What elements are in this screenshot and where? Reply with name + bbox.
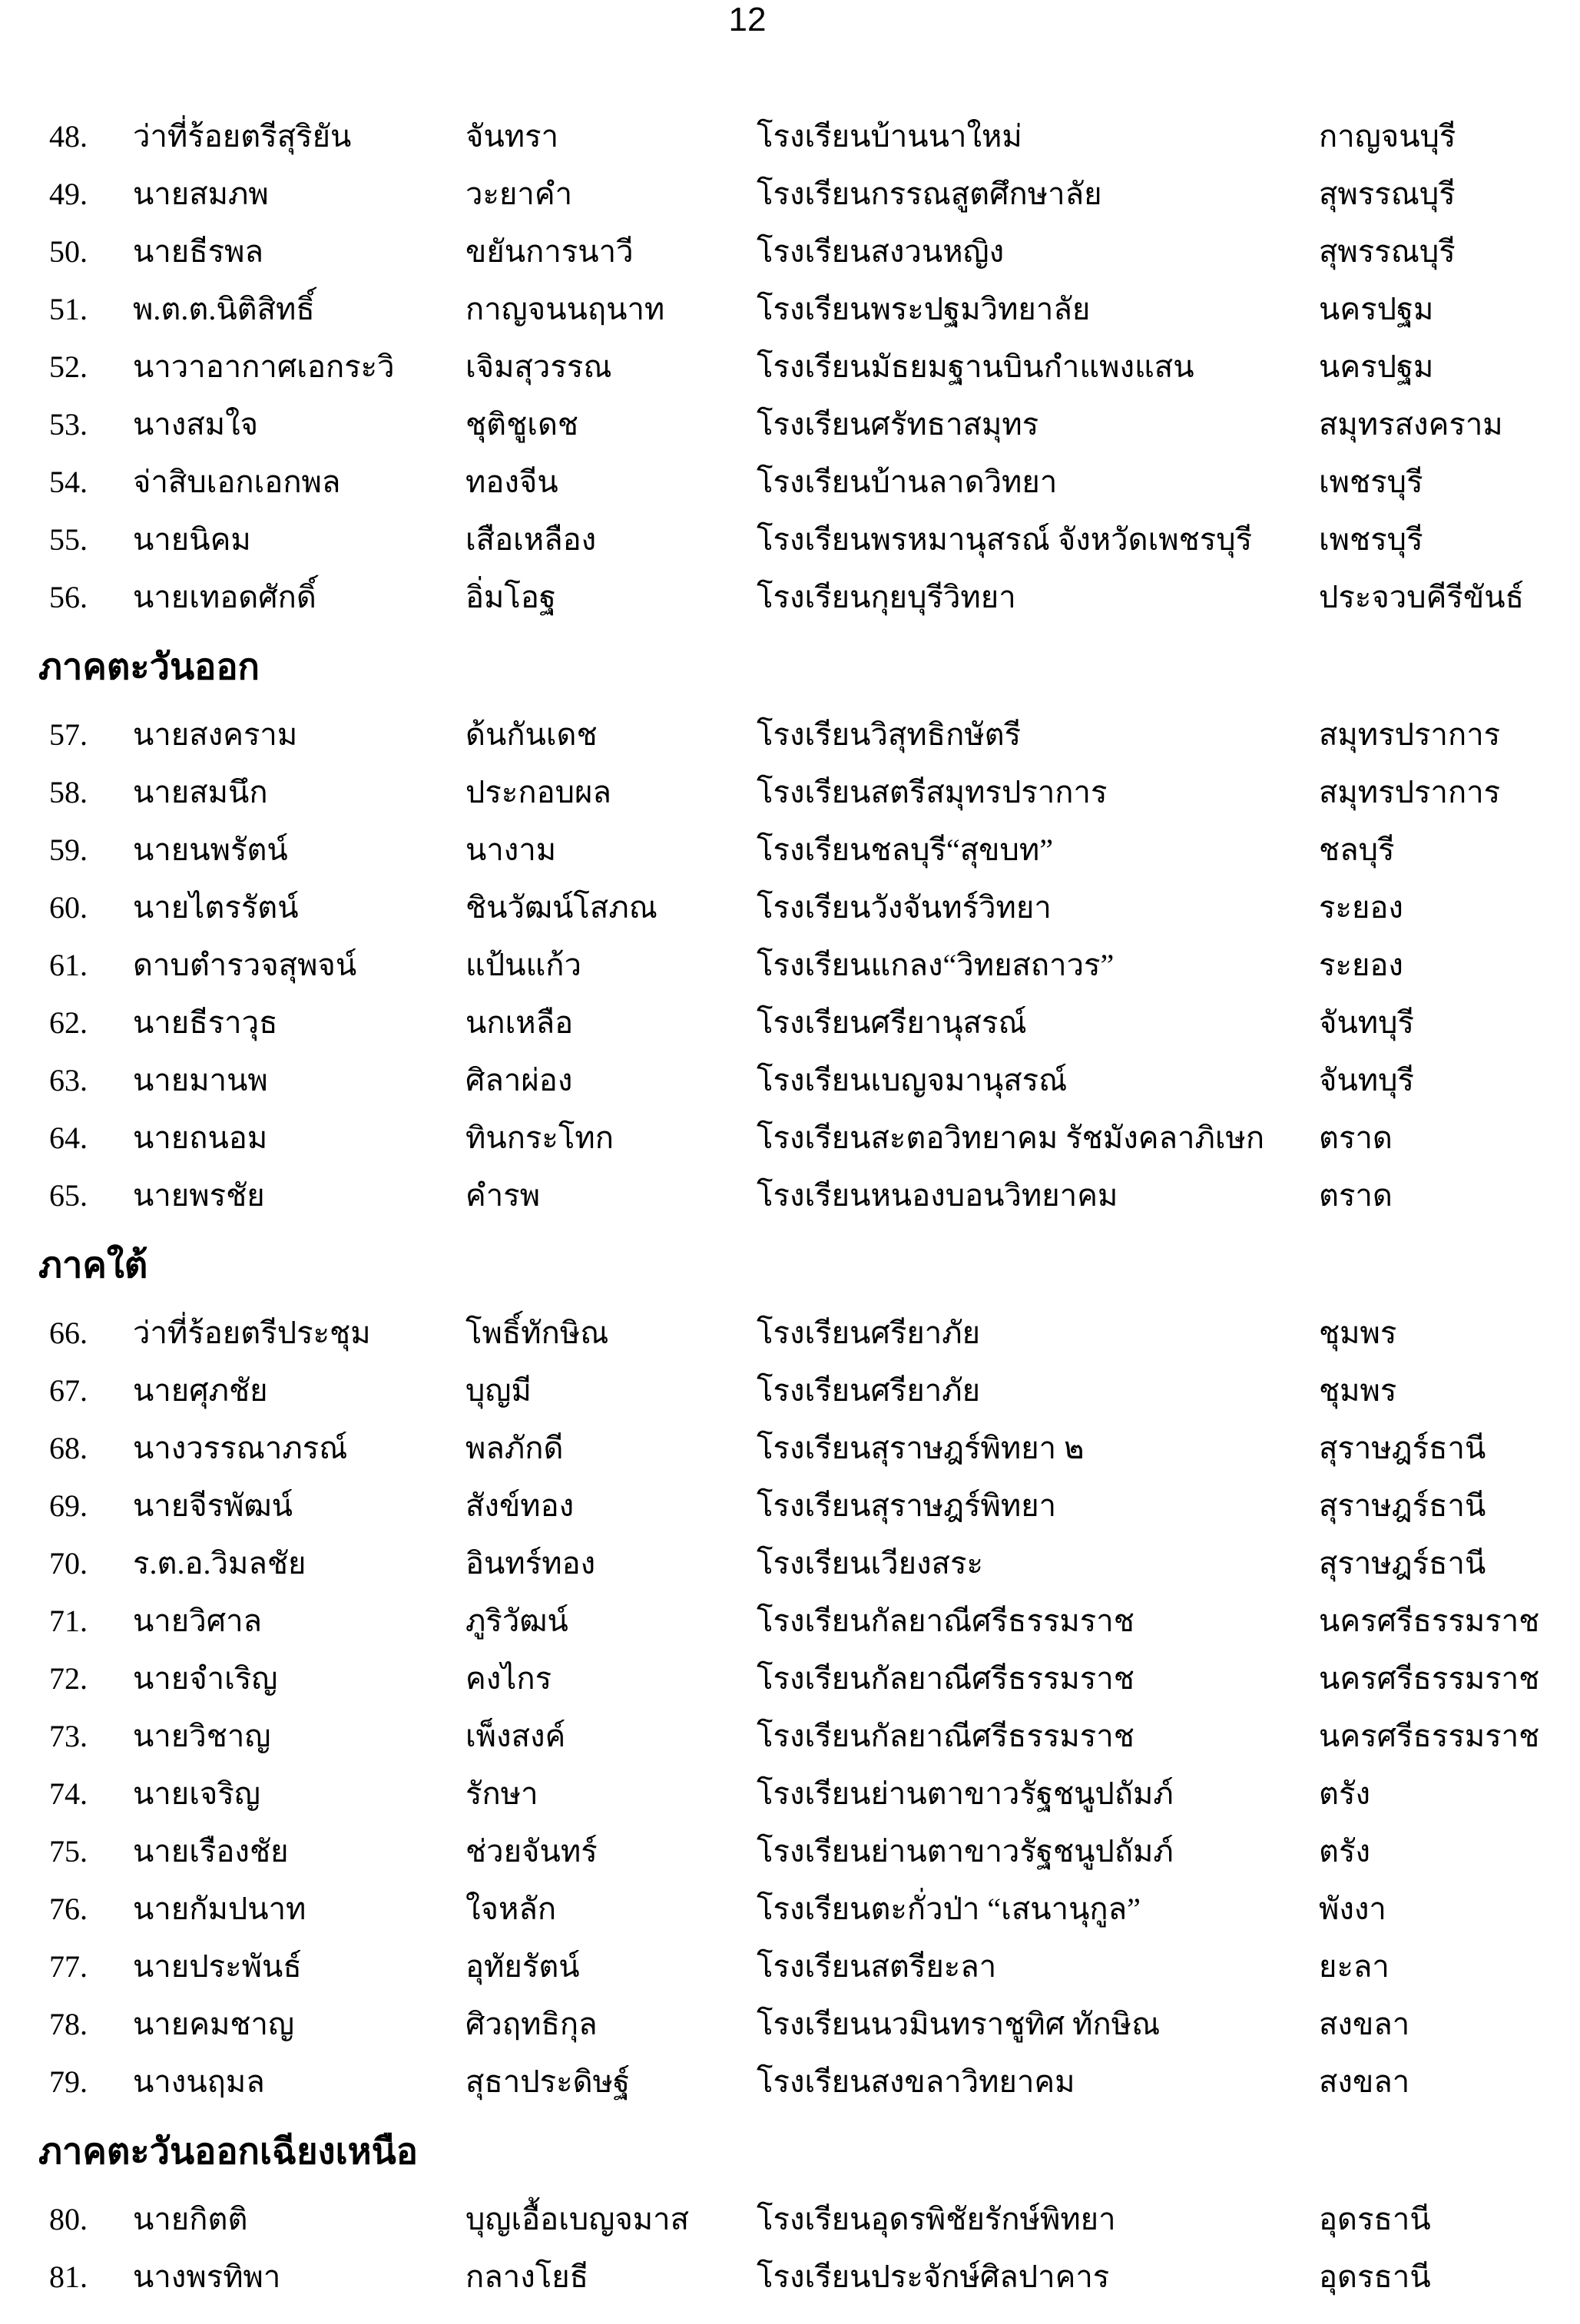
school-name: โรงเรียนเวียงสระ xyxy=(757,1546,983,1581)
row-number: 72. xyxy=(49,1661,88,1696)
first-name: นายนิคม xyxy=(133,522,251,557)
province-name: สุพรรณบุรี xyxy=(1319,177,1456,211)
table-row xyxy=(0,1362,1580,1419)
row-number: 75. xyxy=(49,1834,88,1869)
row-number: 79. xyxy=(49,2064,88,2099)
row-number: 80. xyxy=(49,2202,88,2236)
row-number: 74. xyxy=(49,1776,88,1811)
table-row xyxy=(0,1051,1580,1109)
table-row xyxy=(0,2190,1580,2248)
school-name: โรงเรียนศรัทธาสมุทร xyxy=(757,407,1039,442)
table-row xyxy=(0,994,1580,1051)
table-row xyxy=(0,1650,1580,1707)
first-name: นายถนอม xyxy=(133,1121,268,1155)
province-name: จันทบุรี xyxy=(1319,1005,1415,1040)
province-name: นครศรีธรรมราช xyxy=(1319,1604,1540,1638)
first-name: พ.ต.ต.นิติสิทธิ์ xyxy=(133,292,315,326)
last-name: ศิลาผ่อง xyxy=(465,1063,573,1097)
table-row xyxy=(0,280,1580,338)
province-name: นครศรีธรรมราช xyxy=(1319,1661,1540,1696)
last-name: นกเหลือ xyxy=(465,1005,574,1040)
first-name: นายธีรพล xyxy=(133,234,264,269)
last-name: ชุติชูเดช xyxy=(465,407,579,442)
row-number: 57. xyxy=(49,717,88,752)
row-number: 69. xyxy=(49,1488,88,1523)
province-name: สงขลา xyxy=(1319,2064,1410,2099)
school-name: โรงเรียนวิสุทธิกษัตรี xyxy=(757,717,1022,752)
first-name: นางพรทิพา xyxy=(133,2259,281,2294)
school-name: โรงเรียนสงวนหญิง xyxy=(757,234,1005,269)
first-name: นางนฤมล xyxy=(133,2064,265,2099)
school-name: โรงเรียนศรียานุสรณ์ xyxy=(757,1005,1027,1040)
row-number: 63. xyxy=(49,1063,88,1097)
school-name: โรงเรียนหนองบอนวิทยาคม xyxy=(757,1178,1118,1213)
province-name: ตรัง xyxy=(1319,1834,1370,1869)
first-name: นาวาอากาศเอกระวิ xyxy=(133,349,395,384)
last-name: ภูริวัฒน์ xyxy=(465,1604,568,1638)
row-number: 48. xyxy=(49,119,88,154)
table-row xyxy=(0,1419,1580,1477)
table-row xyxy=(0,1765,1580,1822)
province-name: เพชรบุรี xyxy=(1319,522,1423,557)
first-name: นายนพรัตน์ xyxy=(133,833,288,867)
first-name: นายเจริญ xyxy=(133,1776,260,1811)
school-name: โรงเรียนวังจันทร์วิทยา xyxy=(757,890,1052,925)
school-name: โรงเรียนมัธยมฐานบินกำแพงแสน xyxy=(757,349,1194,384)
school-name: โรงเรียนสงขลาวิทยาคม xyxy=(757,2064,1075,2099)
school-name: โรงเรียนเบญจมานุสรณ์ xyxy=(757,1063,1068,1097)
table-row xyxy=(0,511,1580,568)
last-name: อินทร์ทอง xyxy=(465,1546,596,1581)
first-name: นางวรรณาภรณ์ xyxy=(133,1431,348,1465)
table-row xyxy=(0,1304,1580,1362)
row-number: 59. xyxy=(49,833,88,867)
first-name: นายเรืองชัย xyxy=(133,1834,289,1869)
last-name: คำรพ xyxy=(465,1178,541,1213)
row-number: 56. xyxy=(49,580,88,614)
last-name: คงไกร xyxy=(465,1661,552,1696)
last-name: ช่วยจันทร์ xyxy=(465,1834,598,1869)
last-name: อิ่มโอฐ xyxy=(465,580,556,614)
table-row xyxy=(0,936,1580,994)
province-name: ตราด xyxy=(1319,1121,1393,1155)
row-number: 65. xyxy=(49,1178,88,1213)
row-number: 54. xyxy=(49,465,88,499)
first-name: นางสมใจ xyxy=(133,407,259,442)
row-number: 62. xyxy=(49,1005,88,1040)
row-number: 77. xyxy=(49,1949,88,1984)
last-name: เจิมสุวรรณ xyxy=(465,349,612,384)
table-row xyxy=(0,763,1580,821)
province-name: ชุมพร xyxy=(1319,1373,1397,1408)
row-number: 66. xyxy=(49,1316,88,1350)
province-name: สมุทรปราการ xyxy=(1319,717,1501,752)
last-name: รักษา xyxy=(465,1776,538,1811)
school-name: โรงเรียนชลบุรี“สุขบท” xyxy=(757,833,1053,867)
table-row xyxy=(0,1109,1580,1167)
first-name: นายวิศาล xyxy=(133,1604,263,1638)
school-name: โรงเรียนศรียาภัย xyxy=(757,1316,981,1350)
row-number: 78. xyxy=(49,2007,88,2041)
school-name: โรงเรียนกรรณสูตศึกษาลัย xyxy=(757,177,1102,211)
school-name: โรงเรียนกัลยาณีศรีธรรมราช xyxy=(757,1604,1134,1638)
last-name: วะยาคำ xyxy=(465,177,573,211)
row-number: 67. xyxy=(49,1373,88,1408)
province-name: ตราด xyxy=(1319,1178,1393,1213)
row-number: 55. xyxy=(49,522,88,557)
table-row xyxy=(0,453,1580,511)
first-name: นายสมภพ xyxy=(133,177,269,211)
roster-table xyxy=(0,108,1580,2306)
last-name: อุทัยรัตน์ xyxy=(465,1949,580,1984)
first-name: นายจีรพัฒน์ xyxy=(133,1488,293,1523)
school-name: โรงเรียนแกลง“วิทยสถาวร” xyxy=(757,948,1115,982)
table-row xyxy=(0,1167,1580,1224)
last-name: พลภักดี xyxy=(465,1431,564,1465)
last-name: กลางโยธี xyxy=(465,2259,589,2294)
first-name: ว่าที่ร้อยตรีประชุม xyxy=(133,1316,371,1350)
province-name: ยะลา xyxy=(1319,1949,1390,1984)
province-name: สงขลา xyxy=(1319,2007,1410,2041)
table-row xyxy=(0,706,1580,763)
row-number: 51. xyxy=(49,292,88,326)
first-name: นายสมนึก xyxy=(133,775,268,809)
last-name: ด้นกันเดช xyxy=(465,717,598,752)
last-name: โพธิ์ทักษิณ xyxy=(465,1316,609,1350)
school-name: โรงเรียนอุดรพิชัยรักษ์พิทยา xyxy=(757,2202,1116,2236)
province-name: นครศรีธรรมราช xyxy=(1319,1719,1540,1753)
province-name: สุราษฎร์ธานี xyxy=(1319,1431,1486,1465)
school-name: โรงเรียนพระปฐมวิทยาลัย xyxy=(757,292,1091,326)
first-name: ว่าที่ร้อยตรีสุริยัน xyxy=(133,119,352,154)
province-name: สุราษฎร์ธานี xyxy=(1319,1546,1486,1581)
last-name: แป้นแก้ว xyxy=(465,948,581,982)
province-name: ประจวบคีรีขันธ์ xyxy=(1319,580,1524,614)
first-name: นายพรชัย xyxy=(133,1178,265,1213)
last-name: บุญเอื้อเบญจมาส xyxy=(465,2202,690,2236)
row-number: 58. xyxy=(49,775,88,809)
school-name: โรงเรียนสะตอวิทยาคม รัชมังคลาภิเษก xyxy=(757,1121,1265,1155)
province-name: เพชรบุรี xyxy=(1319,465,1423,499)
first-name: ดาบตำรวจสุพจน์ xyxy=(133,948,357,982)
table-row xyxy=(0,2248,1580,2306)
school-name: โรงเรียนสุราษฎร์พิทยา ๒ xyxy=(757,1431,1085,1465)
table-row xyxy=(0,879,1580,936)
table-row xyxy=(0,2053,1580,2110)
last-name: ชินวัฒน์โสภณ xyxy=(465,890,658,925)
school-name: โรงเรียนนวมินทราชูทิศ ทักษิณ xyxy=(757,2007,1161,2041)
table-row xyxy=(0,1938,1580,1995)
table-row xyxy=(0,1880,1580,1938)
row-number: 81. xyxy=(49,2259,88,2294)
first-name: จ่าสิบเอกเอกพล xyxy=(133,465,341,499)
province-name: นครปฐม xyxy=(1319,349,1434,384)
school-name: โรงเรียนย่านตาขาวรัฐชนูปถัมภ์ xyxy=(757,1834,1174,1869)
table-row xyxy=(0,396,1580,453)
province-name: สุพรรณบุรี xyxy=(1319,234,1456,269)
first-name: นายคมชาญ xyxy=(133,2007,295,2041)
table-row xyxy=(0,1995,1580,2053)
row-number: 53. xyxy=(49,407,88,442)
table-row xyxy=(0,1534,1580,1592)
first-name: นายวิชาญ xyxy=(133,1719,271,1753)
last-name: ศิวฤทธิกุล xyxy=(465,2007,598,2041)
province-name: พังงา xyxy=(1319,1892,1386,1926)
section-header-label: ภาคตะวันออกเฉียงเหนือ xyxy=(38,2131,418,2172)
table-row xyxy=(0,821,1580,879)
table-row xyxy=(0,165,1580,223)
province-name: นครปฐม xyxy=(1319,292,1434,326)
province-name: สมุทรปราการ xyxy=(1319,775,1501,809)
first-name: นายกัมปนาท xyxy=(133,1892,306,1926)
row-number: 76. xyxy=(49,1892,88,1926)
section-header-label: ภาคใต้ xyxy=(38,1245,148,1286)
first-name: นายมานพ xyxy=(133,1063,268,1097)
last-name: ทินกระโทก xyxy=(465,1121,614,1155)
province-name: กาญจนบุรี xyxy=(1319,119,1456,154)
first-name: นายธีราวุธ xyxy=(133,1005,278,1040)
last-name: ใจหลัก xyxy=(465,1892,557,1926)
last-name: สุธาประดิษฐ์ xyxy=(465,2064,631,2099)
school-name: โรงเรียนกัลยาณีศรีธรรมราช xyxy=(757,1661,1134,1696)
row-number: 73. xyxy=(49,1719,88,1753)
row-number: 52. xyxy=(49,349,88,384)
province-name: ชุมพร xyxy=(1319,1316,1397,1350)
row-number: 70. xyxy=(49,1546,88,1581)
table-row xyxy=(0,1822,1580,1880)
table-row xyxy=(0,1707,1580,1765)
last-name: ขยันการนาวี xyxy=(465,234,634,269)
table-row xyxy=(0,223,1580,280)
first-name: นายสงคราม xyxy=(133,717,298,752)
last-name: นางาม xyxy=(465,833,557,867)
last-name: ทองจีน xyxy=(465,465,558,499)
school-name: โรงเรียนสตรียะลา xyxy=(757,1949,997,1984)
last-name: บุญมี xyxy=(465,1373,532,1408)
last-name: สังข์ทอง xyxy=(465,1488,575,1523)
table-row xyxy=(0,1592,1580,1650)
province-name: ตรัง xyxy=(1319,1776,1370,1811)
section-header xyxy=(0,626,1580,706)
school-name: โรงเรียนประจักษ์ศิลปาคาร xyxy=(757,2259,1110,2294)
row-number: 61. xyxy=(49,948,88,982)
last-name: กาญจนนฤนาท xyxy=(465,292,665,326)
province-name: ชลบุรี xyxy=(1319,833,1395,867)
row-number: 68. xyxy=(49,1431,88,1465)
row-number: 71. xyxy=(49,1604,88,1638)
province-name: อุดรธานี xyxy=(1319,2259,1431,2294)
row-number: 50. xyxy=(49,234,88,269)
first-name: นายไตรรัตน์ xyxy=(133,890,299,925)
table-row xyxy=(0,108,1580,165)
last-name: เสือเหลือง xyxy=(465,522,597,557)
province-name: สุราษฎร์ธานี xyxy=(1319,1488,1486,1523)
province-name: จันทบุรี xyxy=(1319,1063,1415,1097)
school-name: โรงเรียนพรหมานุสรณ์ จังหวัดเพชรบุรี xyxy=(757,522,1253,557)
row-number: 49. xyxy=(49,177,88,211)
table-row xyxy=(0,1477,1580,1534)
last-name: จันทรา xyxy=(465,119,559,154)
school-name: โรงเรียนตะกั่วป่า “เสนานุกูล” xyxy=(757,1892,1141,1926)
section-header xyxy=(0,2110,1580,2190)
school-name: โรงเรียนศรียาภัย xyxy=(757,1373,981,1408)
first-name: นายจำเริญ xyxy=(133,1661,278,1696)
section-header-label: ภาคตะวันออก xyxy=(38,647,260,687)
province-name: ระยอง xyxy=(1319,948,1403,982)
province-name: อุดรธานี xyxy=(1319,2202,1431,2236)
row-number: 64. xyxy=(49,1121,88,1155)
first-name: นายกิตติ xyxy=(133,2202,248,2236)
province-name: สมุทรสงคราม xyxy=(1319,407,1503,442)
school-name: โรงเรียนกุยบุรีวิทยา xyxy=(757,580,1016,614)
table-row xyxy=(0,568,1580,626)
school-name: โรงเรียนสุราษฎร์พิทยา xyxy=(757,1488,1057,1523)
school-name: โรงเรียนย่านตาขาวรัฐชนูปถัมภ์ xyxy=(757,1776,1174,1811)
first-name: นายประพันธ์ xyxy=(133,1949,302,1984)
first-name: นายศุภชัย xyxy=(133,1373,268,1408)
province-name: ระยอง xyxy=(1319,890,1403,925)
last-name: ประกอบผล xyxy=(465,775,611,809)
page-number: 12 xyxy=(728,1,767,38)
last-name: เพ็งสงค์ xyxy=(465,1719,566,1753)
first-name: ร.ต.อ.วิมลชัย xyxy=(133,1546,306,1581)
school-name: โรงเรียนสตรีสมุทรปราการ xyxy=(757,775,1108,809)
school-name: โรงเรียนบ้านนาใหม่ xyxy=(757,119,1022,154)
section-header xyxy=(0,1224,1580,1304)
school-name: โรงเรียนกัลยาณีศรีธรรมราช xyxy=(757,1719,1134,1753)
school-name: โรงเรียนบ้านลาดวิทยา xyxy=(757,465,1058,499)
first-name: นายเทอดศักดิ์ xyxy=(133,580,316,614)
row-number: 60. xyxy=(49,890,88,925)
table-row xyxy=(0,338,1580,396)
